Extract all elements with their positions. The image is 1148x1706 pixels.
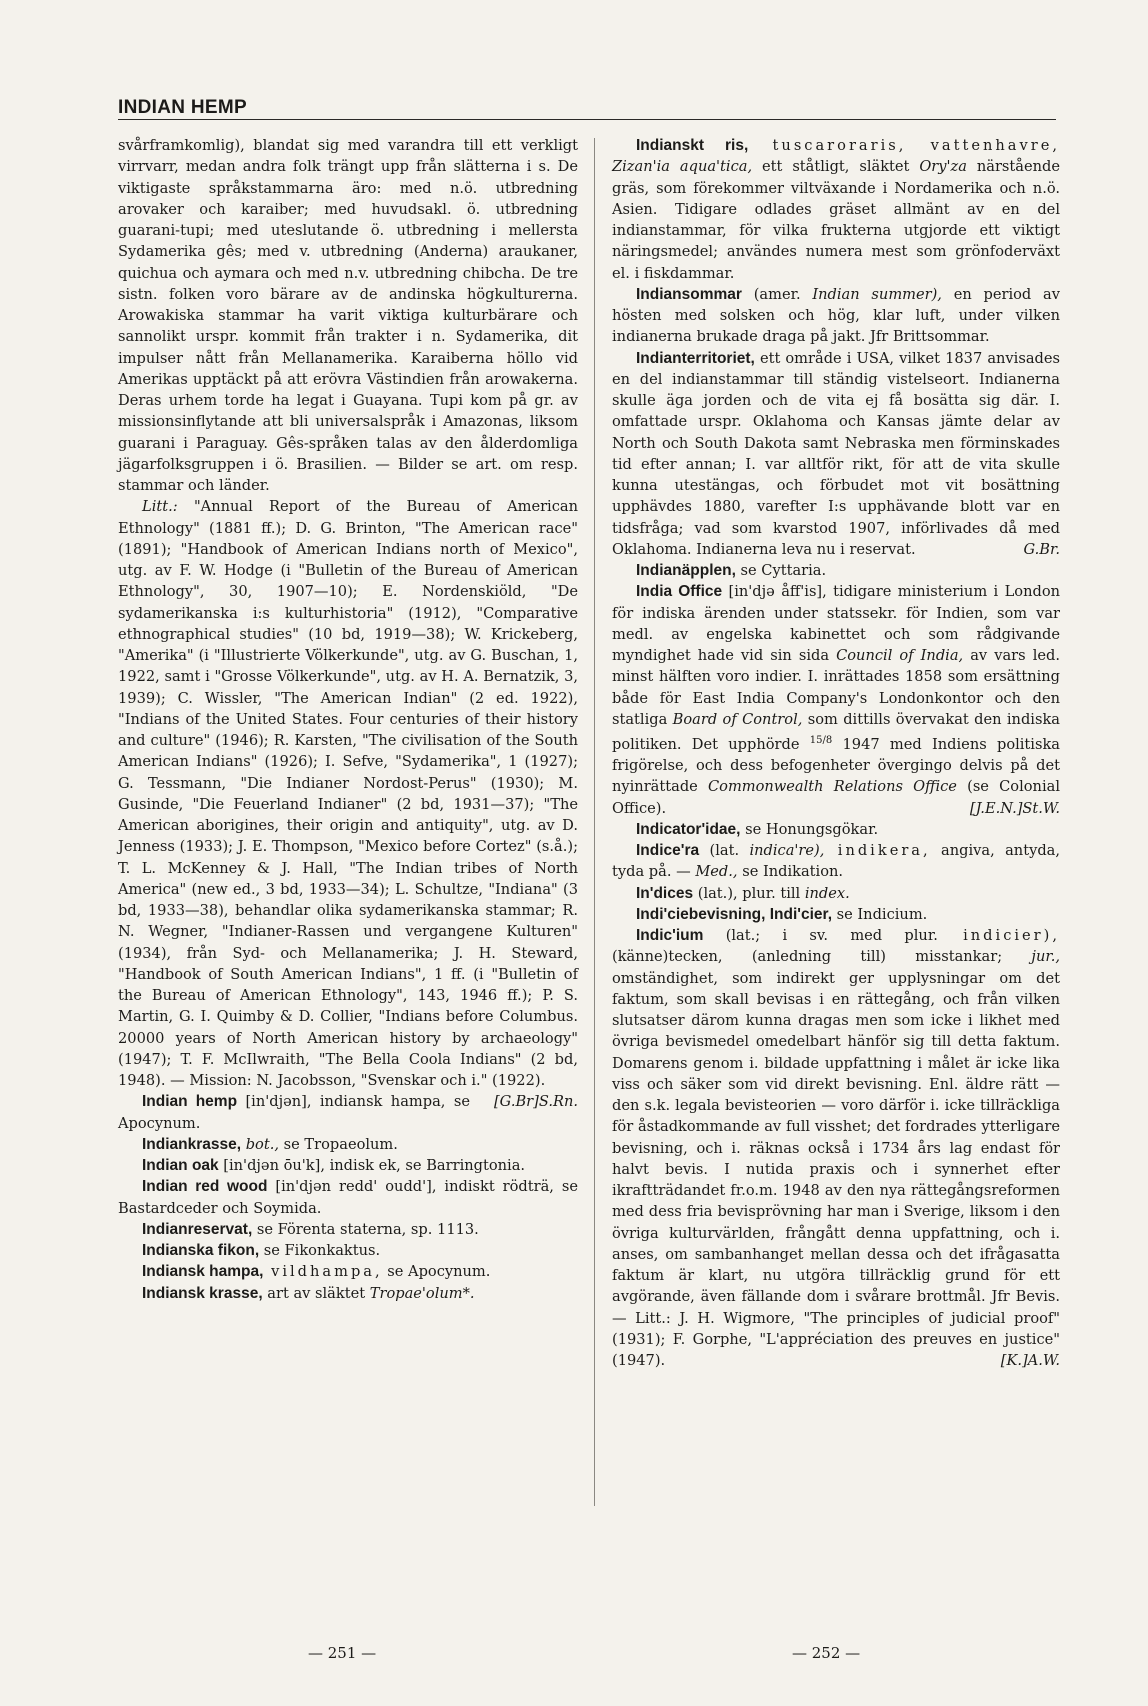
- entry-text: ett område i USA, vilket 1837 anvisades en del indianstammar till ständig vistelseort. Indianerna skulle äga jorden och de vita ej få bosätta sig där. I. omfattade urspr. Oklahoma och Kansas jämte delar av North och South Dakota samt Nebraska men förminskades tid efter annan; I. var alltför rikt, för att de vita skulle kunna utestängas, och förbudet mot vit bosättning upphävdes 1880, varefter I:s upphävande blott var en tidsfråga; vad som kvarstod 1907, införlivades då med Oklahoma. Indianerna leva nu i reservat.: [612, 349, 1060, 558]
- headword: Indic'ium: [636, 927, 704, 945]
- left-column: [118, 135, 578, 1304]
- entry-text-italic: Commonwealth Relations Office: [697, 778, 957, 796]
- entry-text: se Fikonkaktus.: [259, 1242, 381, 1259]
- entry-indian-oak: [118, 1155, 578, 1176]
- headword: Indicator'idae,: [636, 820, 741, 838]
- entry-indicatoridae: [612, 819, 1060, 840]
- entry-text: [in'djən redd' oudd'], indiskt rödträ, se Bastardceder och Soymida.: [118, 1178, 578, 1217]
- headword: Indi'ciebevisning, Indi'cier,: [636, 905, 833, 923]
- literature-text: "Annual Report of the Bureau of American Ethnology" (1881 ff.); D. G. Brinton, "The American race" (1891); "Handbook of American Indians north of Mexico", utg. av F. W. Hodge (i "Bulletin of the Bureau of American Ethnology", 30, 1907—10); E. Nordenskiöld, "De sydamerikanska i:s kulturhistoria" (1912), "Comparative ethnographical studies" (10 bd, 1919—38); W. Krickeberg, "Amerika" (i "Illustrierte Völkerkunde", utg. av G. Buschan, 1, 1922, samt i "Grosse Völkerkunde", utg. av H. A. Bernatzik, 3, 1939); C. Wissler, "The American Indian" (2 ed. 1922), "Indians of the United States. Four centuries of their history and culture" (1946); R. Karsten, "The civilisation of the South American Indians" (1926); I. Sefve, "Sydamerika", 1 (1927); G. Tessmann, "Die Indianer Nordost-Perus" (1930); M. Gusinde, "Die Feuerland Indianer" (2 bd, 1931—37); "The American aborigines, their origin and antiquity", utg. av D. Jenness (1933); J. E. Thompson, "Mexico before Cortez" (s.å.); T. L. McKenney & J. Hall, "The Indian tribes of North America" (new ed., 3 bd, 1933—34); L. Schultze, "Indiana" (3 bd, 1933—38), behandlar olika sydamerikanska stammar; R. N. Wegner, "Indianer-Rassen und vergangene Kulturen" (1934), från Syd- och Mellanamerika; J. H. Steward, "Handbook of South American Indians", 1 ff. (i "Bulletin of the Bureau of American Ethnology", 143, 1946 ff.); P. S. Martin, G. I. Quimby & D. Collier, "Indians before Columbus. 20000 years of North American history by archaeology" (1947); T. F. McIlwraith, "The Bella Coola Indians" (2 bd, 1948). — Mission: N. Jacobsson, "Svenskar och i." (1922).: [118, 498, 579, 1089]
- headword: Indiansommar: [636, 285, 742, 303]
- running-head: INDIAN HEMP: [118, 97, 247, 118]
- entry-text-italic: Zizan'ia aqua'tica,: [612, 158, 753, 176]
- entry-indiansk-krasse: [118, 1283, 578, 1304]
- entry-indianreservat: [118, 1219, 578, 1240]
- headword: Indianreservat,: [142, 1220, 253, 1238]
- headword: Indian red wood: [142, 1178, 268, 1196]
- entry-indicium: [612, 925, 1060, 1371]
- entry-text: (känne)tecken, (anledning till) misstankar;: [612, 948, 1003, 966]
- entry-indianska-fikon: [118, 1240, 578, 1261]
- entry-indices: [612, 883, 1060, 904]
- headword: Indian oak: [142, 1157, 219, 1174]
- page-number-right: — 252 —: [792, 1644, 861, 1662]
- entry-text-italic: Tropae'olum*.: [365, 1284, 475, 1302]
- headword: Indianskt ris,: [636, 137, 749, 154]
- headword: Indice'ra: [636, 842, 700, 860]
- entry-text: (amer.: [741, 285, 801, 303]
- entry-text-italic: jur.,: [1002, 948, 1060, 966]
- entry-text-italic: Ory'za: [909, 158, 967, 176]
- entry-indicera: [612, 840, 1060, 883]
- entry-text: en period av hösten med solsken och hög, klar luft, under vilken indianerna brukade draga på jakt. Jfr Brittsommar.: [612, 285, 1060, 346]
- entry-india-office: [612, 581, 1060, 819]
- entry-text: omständighet, som indirekt ger upplysningar om det faktum, som skall bevisas i en rättegång, och från vilken slutsatser därom kunna dragas men som icke i likhet med övriga bevismedel omedelbart hänför sig till detta faktum. Domarens genom i. bildade uppfattning i målet är icke lika viss och säker som vid direkt bevisning. Enl. äldre rätt — den s.k. legala bevisteorien — voro därför i. icke tillräckliga för åstadkommande av full visshet; det fordrades ytterligare bevisning, och i. räknas också i 1734 års lag endast för halvt bevis. I nutida praxis och i synnerhet efter ikraftträdandet fr.o.m. 1948 av den nya rättegångsreformen med dess fria bevisprövning har man i Sverige, liksom i den övriga kulturvärlden, frångått denna uppfattning, och i. anses, om sambanhanget mellan dessa och det ifrågasatta faktum är klart, nu utgöra tillräcklig grund för ett avgörande, även fällande dom i svårare brottmål. Jfr Bevis. — Litt.: J. H. Wigmore, "The principles of judicial proof" (1931); F. Gorphe, "L'appréciation des preuves en justice" (1947).: [612, 969, 1060, 1370]
- entry-text: se Cyttaria.: [735, 562, 827, 579]
- entry-text-spaced: vildhampa,: [263, 1263, 383, 1281]
- entry-text: närstående gräs, som förekommer viltväxande i Nordamerika och n.ö. Asien. Tidigare odlades gräset allmänt av en del indianstammar, för vilka frukterna utgjorde ett viktigt näringsmedel; användes numera mest som grönfoderväxt el. i fiskdammar.: [612, 158, 1060, 282]
- entry-text: (lat.: [699, 842, 740, 860]
- headword: Indiansk krasse,: [142, 1284, 263, 1302]
- signature: [G.Br]S.Rn.: [493, 1093, 578, 1111]
- entry-text-italic: Council of India,: [829, 647, 964, 664]
- entry-text: (se Colonial Office).: [612, 778, 1060, 817]
- entry-text: art av släktet: [262, 1284, 366, 1302]
- entry-text: [in'djən ōu'k], indisk ek, se Barringtonia.: [218, 1157, 526, 1174]
- entry-indiciebevisning: [612, 904, 1060, 925]
- headword: Indianska fikon,: [142, 1242, 260, 1259]
- entry-text: 1947 med Indiens politiska frigörelse, och dess befogenheter övergingo delvis på det nyinrättade: [612, 735, 1061, 796]
- entry-text-spaced: indicier),: [937, 927, 1060, 945]
- entry-text-italic: Indian summer),: [800, 285, 942, 303]
- literature-label: Litt.:: [142, 498, 178, 516]
- date-fraction: 15/8: [809, 735, 833, 746]
- entry-text-italic: indica're),: [739, 842, 825, 860]
- entry-indiansk-hampa: [118, 1261, 578, 1282]
- entry-indianapplen: [612, 560, 1060, 581]
- column-divider: [594, 138, 595, 1506]
- headword: Indian hemp: [142, 1093, 238, 1111]
- entry-text-italic: Board of Control,: [667, 710, 803, 728]
- entry-text-italic: index.: [800, 884, 850, 902]
- headword: India Office: [636, 583, 723, 601]
- entry-text-spaced: tuscaroraris, vattenhavre,: [748, 137, 1060, 154]
- entry-text: se Indicium.: [832, 905, 928, 923]
- continuation-paragraph: svårframkomlig), blandat sig med varandra till ett verkligt virrvarr, medan andra folk trängt upp från slätterna i s. De viktigaste språkstammarna äro: med n.ö. utbredning arovaker och karaiber; med huvudsakl. ö. utbredning guarani-tupi; med uteslutande ö. utbredning i mellersta Sydamerika gês; med v. utbredning (Anderna) araukaner, quichua och aymara och med n.v. utbredning chibcha. De tre sistn. folken voro bärare av de andinska högkulturerna. Arowakiska stammar ha varit viktiga kulturbärare och sannolikt urspr. kommit från trakter i n. Sydamerika, dit impulser nått från Mellanamerika. Karaiberna höllo vid Amerikas upptäckt på att erövra Västindien från arowakerna. Deras urhem torde ha legat i Guayana. Tupi kom på gr. av missionsinflytande att bli universalspråk i Amazonas, liksom guarani i Paraguay. Gês-språken talas av den ålderdomliga jägarfolksgruppen i ö. Brasilien. — Bilder se art. om resp. stammar och länder.: [118, 137, 578, 494]
- entry-indiankrasse: [118, 1134, 578, 1155]
- entry-indianterritoriet: [612, 348, 1060, 561]
- entry-text-italic: bot.,: [241, 1135, 279, 1153]
- entry-text: se Förenta staterna, sp. 1113.: [252, 1220, 479, 1238]
- entry-text: se Honungsgökar.: [740, 820, 879, 838]
- entry-text: se Tropaeolum.: [279, 1135, 398, 1153]
- headword: Indianäpplen,: [636, 562, 736, 579]
- entry-text: se Indikation.: [737, 863, 844, 881]
- signature: [J.E.N.]St.W.: [969, 799, 1060, 817]
- entry-indianskt-ris: [612, 135, 1060, 284]
- entry-text: (lat.), plur. till: [693, 884, 801, 902]
- entry-text: av vars led. minst hälften voro indier. I. inrättades 1858 som ersättning både för East India Company's Londonkontor och den statliga: [612, 647, 1060, 728]
- entry-text: (lat.; i sv. med plur.: [703, 927, 938, 945]
- right-column: [612, 135, 1060, 1371]
- entry-text-italic: Med.,: [690, 863, 738, 881]
- entry-indiansommar: [612, 284, 1060, 348]
- entry-text-spaced: indikera,: [824, 842, 931, 860]
- headword: Indiansk hampa,: [142, 1263, 264, 1281]
- entry-text: ett ståtligt, släktet: [752, 158, 910, 176]
- entry-text: [in'djə åff'is], tidigare ministerium i London för indiska ärenden under statssekr. för Indien, som var medl. av engelska kabinettet och som rådgivande myndighet hade vid sin sida: [612, 583, 1061, 664]
- headword: Indiankrasse,: [142, 1135, 242, 1153]
- signature: G.Br.: [1023, 540, 1060, 558]
- headword: In'dices: [636, 884, 694, 902]
- headword: Indianterritoriet,: [636, 349, 755, 367]
- entry-text: som dittills övervakat den indiska politiken. Det upphörde: [612, 710, 1060, 753]
- entry-text: angiva, antyda, tyda på. —: [612, 842, 1060, 881]
- entry-indian-red-wood: [118, 1176, 578, 1219]
- signature: [K.]A.W.: [1000, 1352, 1060, 1370]
- entry-text: [in'djən], indiansk hampa, se Apocynum.: [118, 1093, 470, 1132]
- header-rule: [118, 119, 1056, 120]
- page-number-left: — 251 —: [308, 1644, 377, 1662]
- entry-text: se Apocynum.: [382, 1263, 491, 1281]
